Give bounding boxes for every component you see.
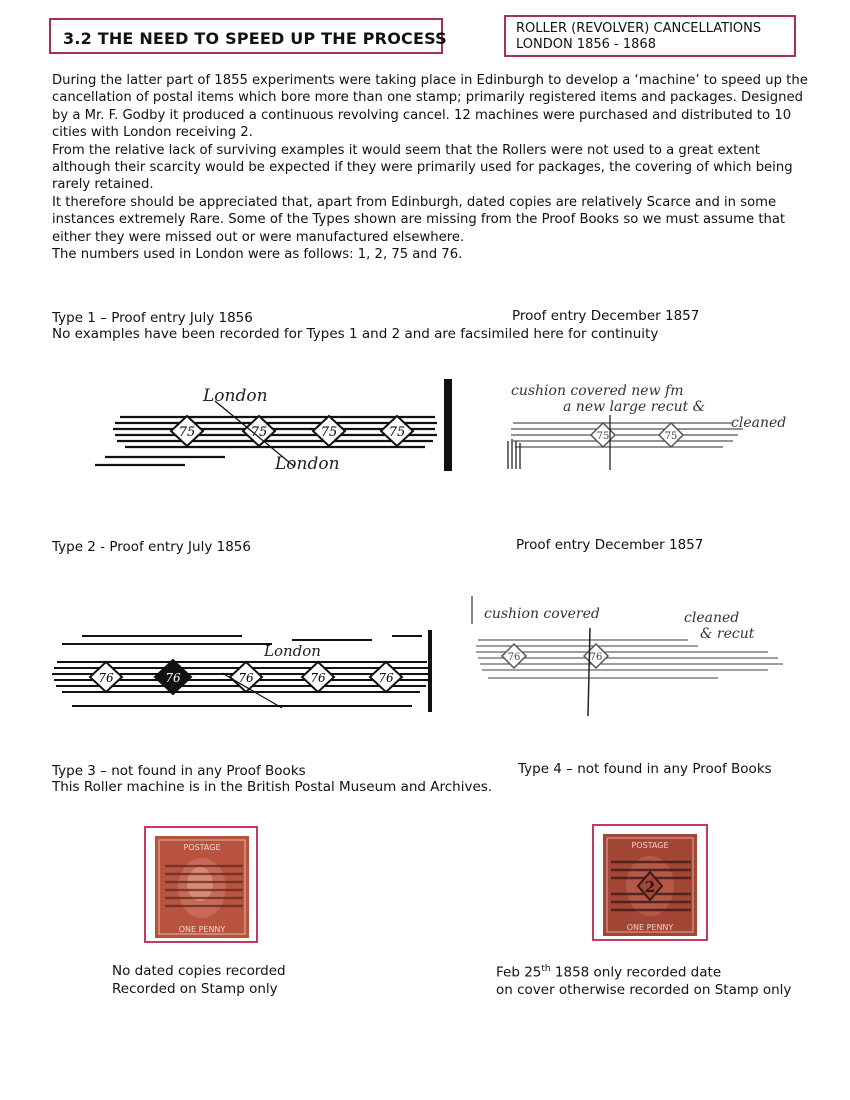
- stamp-cancel-number: 2: [644, 878, 656, 896]
- type1-caption-right: Proof entry December 1857: [512, 308, 700, 324]
- type2-proof-strike-right: [468, 588, 794, 716]
- handwritten-note: cushion covered new fm: [511, 383, 684, 399]
- type4-stamp-frame: [592, 824, 708, 941]
- handwritten-note: London: [264, 642, 321, 660]
- handwritten-note: cushion covered: [484, 606, 600, 622]
- type1-proof-strike-right: [503, 375, 799, 470]
- type4-caption: Type 4 – not found in any Proof Books: [518, 761, 772, 777]
- type3-stamp-frame: [144, 826, 258, 943]
- proof-number: 76: [589, 652, 603, 663]
- handwritten-note: cleaned: [684, 610, 740, 626]
- side-title-line1: ROLLER (REVOLVER) CANCELLATIONS: [516, 21, 762, 36]
- handwritten-note: a new large recut &: [563, 399, 706, 415]
- proof-number: 76: [378, 671, 394, 685]
- handwritten-note: cleaned: [731, 415, 787, 431]
- proof-number: 76: [238, 671, 254, 685]
- proof-number: 75: [664, 431, 678, 442]
- type1-note: No examples have been recorded for Types 1 and 2 and are facsimiled here for continuity: [52, 326, 659, 342]
- side-title-box: [504, 15, 796, 57]
- description-date-rest: 1858 only recorded date: [550, 964, 722, 981]
- type2-proof-strike-left: [42, 628, 442, 714]
- proof-number: 76: [310, 671, 326, 685]
- section-title: 3.2 THE NEED TO SPEED UP THE PROCESS: [63, 29, 447, 48]
- stamp-top-label: POSTAGE: [631, 841, 669, 850]
- intro-paragraph: From the relative lack of surviving examples it would seem that the Rollers were not used to a great extent although their scarcity would be expected if they were primarily used for packages, the covering of which being rarely retained.: [52, 142, 793, 193]
- handwritten-note: & recut: [700, 626, 755, 642]
- proof-number: 75: [250, 425, 268, 440]
- type1-caption: Type 1 – Proof entry July 1856: [52, 310, 253, 326]
- type2-caption: Type 2 - Proof entry July 1856: [52, 539, 251, 555]
- description-date-suffix: th: [541, 964, 551, 974]
- proof-number: 75: [178, 425, 196, 440]
- type1-proof-strike-left: [75, 375, 465, 473]
- type4-description: [496, 961, 791, 1000]
- side-title-line2: LONDON 1856 - 1868: [516, 37, 656, 52]
- proof-number: 76: [507, 652, 521, 663]
- description-line: Recorded on Stamp only: [112, 980, 278, 997]
- description-line: No dated copies recorded: [112, 963, 286, 979]
- proof-number: 75: [320, 425, 338, 440]
- proof-number: 76: [165, 671, 181, 685]
- intro-text: [52, 72, 812, 263]
- section-title-box: [49, 18, 447, 54]
- type3-caption: Type 3 – not found in any Proof Books: [52, 763, 306, 779]
- type4-stamp-image: [603, 834, 697, 936]
- intro-paragraph: It therefore should be appreciated that, apart from Edinburgh, dated copies are relatively Scarce and in some instances extremely Rare. Some of the Types shown are missing from the Proof Books so we must assume that either they were missed out or were manufactured elsewhere.: [52, 194, 786, 245]
- type2-caption-right: Proof entry December 1857: [516, 537, 704, 553]
- description-line: on cover otherwise recorded on Stamp only: [496, 982, 792, 998]
- stamp-top-label: POSTAGE: [183, 843, 221, 852]
- stamp-bottom-label: ONE PENNY: [626, 923, 674, 932]
- description-date: Feb 25: [496, 964, 542, 981]
- type3-note: This Roller machine is in the British Postal Museum and Archives.: [52, 779, 493, 795]
- proof-number: 76: [98, 671, 114, 685]
- intro-paragraph: During the latter part of 1855 experiments were taking place in Edinburgh to develop a ‘machine’ to speed up the cancellation of postal items which bore more than one stamp; primarily registered items and packages. Designed by a Mr. F. Godby it produced a continuous revolving cancel. 12 machines were purchased and distributed to 10 cities with London receiving 2.: [52, 73, 808, 141]
- proof-number: 75: [388, 425, 406, 440]
- type3-description: [112, 963, 286, 998]
- intro-paragraph: The numbers used in London were as follows: 1, 2, 75 and 76.: [52, 247, 463, 263]
- handwritten-note: London: [203, 386, 268, 406]
- handwritten-note: London: [275, 454, 340, 473]
- type3-stamp-image: [155, 836, 249, 938]
- stamp-bottom-label: ONE PENNY: [178, 925, 226, 934]
- proof-number: 75: [596, 431, 610, 442]
- description-line: [496, 961, 791, 982]
